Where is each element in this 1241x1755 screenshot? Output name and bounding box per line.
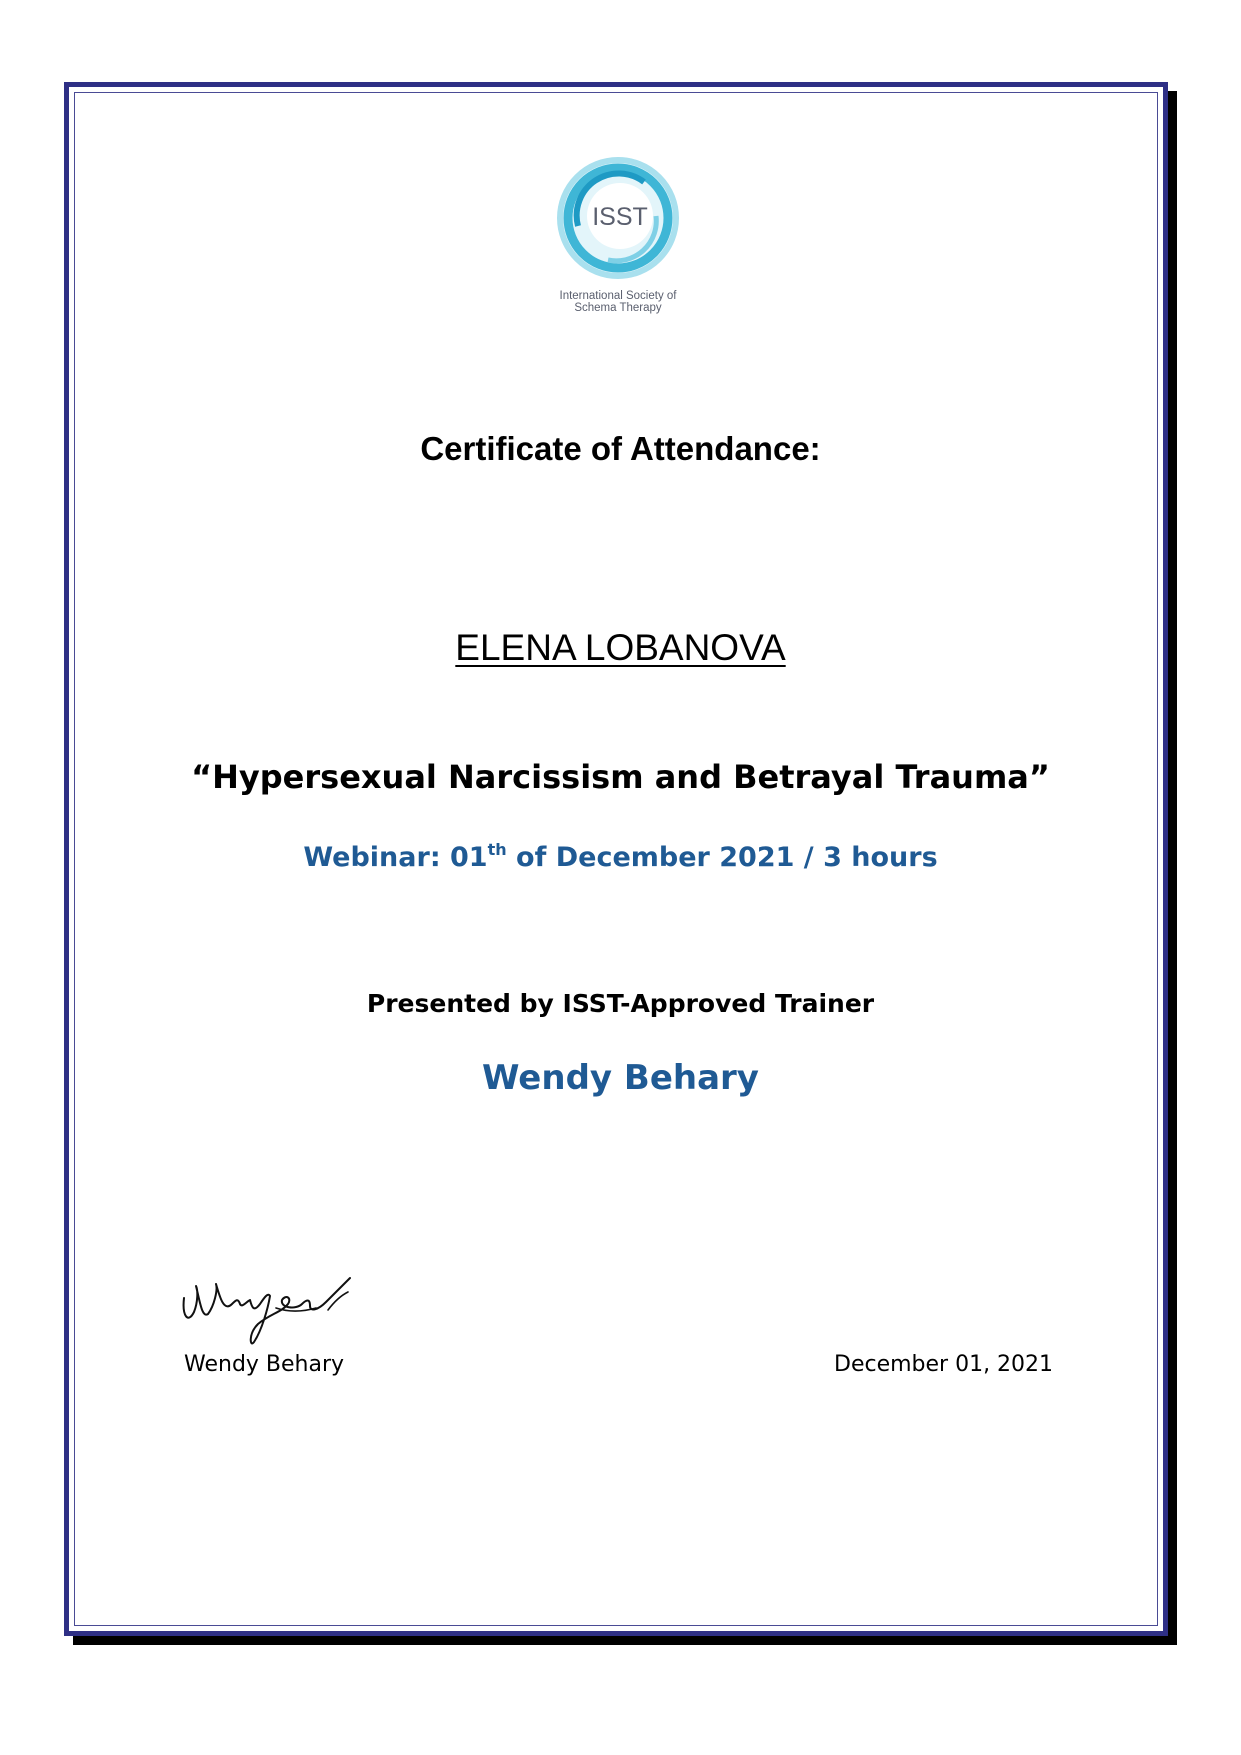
presented-by: Presented by ISST-Approved Trainer	[366, 989, 875, 1018]
logo-acronym: ISST	[592, 203, 648, 231]
signer-name: Wendy Behary	[184, 1352, 345, 1377]
recipient-name	[0, 627, 1241, 669]
logo-caption-line1: International Society of	[559, 290, 677, 302]
webinar-ordinal: th	[487, 840, 507, 859]
logo-caption	[528, 290, 708, 314]
webinar-suffix: of December 2021 / 3 hours	[506, 842, 938, 873]
webinar-details	[0, 840, 1241, 873]
trainer-name: Wendy Behary	[482, 1058, 759, 1098]
logo-caption-line2: Schema Therapy	[574, 302, 662, 314]
signature-date: December 01, 2021	[834, 1352, 1054, 1377]
course-title: “Hypersexual Narcissism and Betrayal Trauma”	[191, 758, 1050, 796]
webinar-prefix: Webinar: 01	[303, 842, 488, 873]
certificate-title: Certificate of Attendance:	[420, 430, 821, 467]
recipient-name-text: ELENA LOBANOVA	[455, 627, 786, 668]
handwritten-signature	[178, 1268, 368, 1348]
